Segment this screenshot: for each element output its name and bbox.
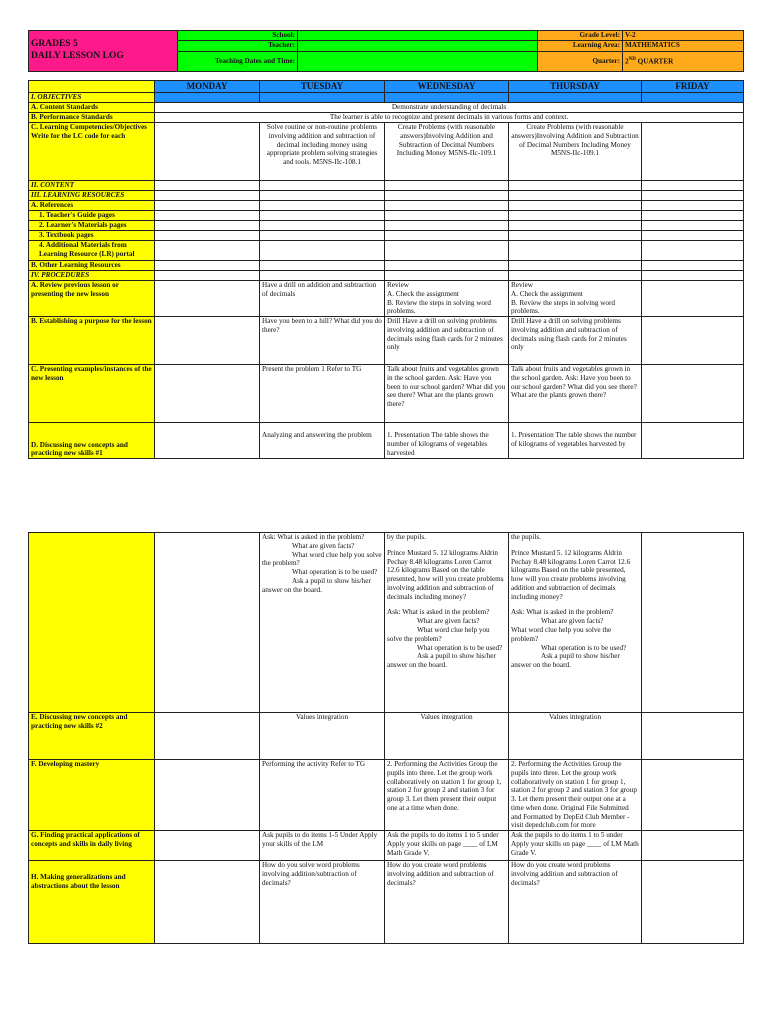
purpose-thursday: Drill Have a drill on solving problems involving addition and subtraction of decimals using flash cards for 2 minutes only [509,317,642,365]
values-wednesday: Values integration [385,713,509,760]
review-thursday: Review A. Check the assignment B. Review the steps in solving word problems. [509,280,642,316]
content-label: II. CONTENT [29,180,155,190]
mastery-tuesday: Performing the activity Refer to TG [260,760,385,831]
review-label: A. Review previous lesson or presenting the new lesson [29,280,155,316]
practical-label: G. Finding practical applications of concepts and skills in daily living [29,831,155,861]
discussing1-wednesday: 1. Presentation The table shows the number of kilograms of vegetables harvested [385,423,509,459]
values-tuesday: Values integration [260,713,385,760]
quarter-label: Quarter: [538,51,623,72]
grade-title-line2: DAILY LESSON LOG [31,51,124,61]
header-table [28,30,744,72]
mastery-wednesday: 2. Performing the Activities Group the pupils into three. Let the group work collaboratively on station 1 for group 1, station 2 for group 2 and station 3 for group 3. Let them present their output one at a time when done. [385,760,509,831]
grade-title [29,31,178,72]
learning-area-value: MATHEMATICS [623,41,744,51]
lesson-log-table-page1 [28,80,744,459]
textbook-label: 3. Textbook pages [29,230,155,240]
learning-resources-label: III. LEARNING RESOURCES [29,190,155,200]
teachers-guide-label: 1. Teacher's Guide pages [29,210,155,220]
quarter-value: 2ND QUARTER [623,51,744,72]
presenting-wednesday: Talk about fruits and vegetables grown in the school garden. Ask: Have you been to our school garden? What did you see there? What are the plants grown there? [385,365,509,423]
continuation-tuesday: Ask: What is asked in the problem? What are given facts? What word clue help you solve the problem? What operation is to be used? Ask a pupil to show his/her answer on the board. [260,533,385,713]
purpose-label: B. Establishing a purpose for the lesson [29,317,155,365]
school-label: School: [178,31,298,41]
discussing1-tuesday: Analyzing and answering the problem [260,423,385,459]
day-friday: FRIDAY [642,81,744,93]
purpose-wednesday: Drill Have a drill on solving problems involving addition and subtraction of decimals using flash cards for 2 minutes only [385,317,509,365]
teacher-label: Teacher: [178,41,298,51]
generalizations-label: H. Making generalizations and abstractions about the lesson [29,861,155,944]
generalizations-tuesday: How do you solve word problems involving addition/subtraction of decimals? [260,861,385,944]
day-tuesday: TUESDAY [260,81,385,93]
values-thursday: Values integration [509,713,642,760]
lc-tuesday: Solve routine or non-routine problems involving addition and subtraction of decimal including money using appropriate problem solving strategies and tools. M5NS-IIc-108.1 [260,122,385,180]
continuation-label-cell [29,533,155,713]
additional-materials-label: 4. Additional Materials from Learning Resource (LR) portal [29,240,155,260]
practical-wednesday: Ask the pupils to do items 1 to 5 under Apply your skills on page ____ of LM Math Grade V. [385,831,509,861]
procedures-label: IV. PROCEDURES [29,270,155,280]
content-standards-label: A. Content Standards [29,102,155,112]
learning-area-label: Learning Area: [538,41,623,51]
discussing2-label: E. Discussing new concepts and practicing new skills #2 [29,713,155,760]
teacher-field[interactable] [298,41,538,51]
other-resources-label: B. Other Learning Resources [29,260,155,270]
mastery-label: F. Developing mastery [29,760,155,831]
grade-title-line1: GRADES 5 [31,39,78,50]
practical-thursday: Ask the pupils to do items 1 to 5 under Apply your skills on page ____ of LM Math Grade V. [509,831,642,861]
generalizations-wednesday: How do you create word problems involving addition and subtraction of decimals? [385,861,509,944]
lc-wednesday: Create Problems (with reasonable answers)Involving Addition and Subtraction of Decimal Numbers Including Money M5NS-IIc-109.1 [385,122,509,180]
day-thursday: THURSDAY [509,81,642,93]
learners-materials-label: 2. Learner's Materials pages [29,220,155,230]
corner-cell [29,81,155,93]
content-standards-text: Demonstrate understanding of decimals [155,102,744,112]
generalizations-thursday: How do you create word problems involving addition and subtraction of decimals? [509,861,642,944]
lc-thursday: Create Problems (with reasonable answers)Involving Addition and Subtraction of Decimal Numbers Including Money M5NS-IIc-109.1 [509,122,642,180]
grade-level-label: Grade Level: [538,31,623,41]
presenting-label: C. Presenting examples/instances of the new lesson [29,365,155,423]
dates-label: Teaching Dates and Time: [178,51,298,72]
grade-level-value: V-2 [623,31,744,41]
purpose-tuesday: Have you been to a hill? What did you do there? [260,317,385,365]
presenting-tuesday: Present the problem 1 Refer to TG [260,365,385,423]
continuation-thursday: the pupils. Prince Mustard 5. 12 kilograms Aldrin Pechay 8.48 kilograms Loren Carrot 12.6 kilograms Based on the table presented, how will you create problems involving addition and subtraction of decimals including money? Ask: What is asked in the problem? What are given facts? What word clue help you solve the problem? What operation is to be used? Ask a pupil to show his/her answer on the board. [509,533,642,713]
lesson-log-table-page2 [28,532,744,944]
continuation-wednesday: by the pupils. Prince Mustard 5. 12 kilograms Aldrin Pechay 8.48 kilograms Loren Carrot 12.6 kilograms Based on the table presented, how will you create problems involving addition and subtraction of decimals including money? Ask: What is asked in the problem? What are given facts? What word clue help you solve the problem? What operation is to be used? Ask a pupil to show his/her answer on the board. [385,533,509,713]
performance-standards-text: The learner is able to recognize and present decimals in various forms and context. [155,112,744,122]
practical-tuesday: Ask pupils to do items 1-5 Under Apply your skills of the LM [260,831,385,861]
references-label: A. References [29,200,155,210]
school-field[interactable] [298,31,538,41]
mastery-thursday: 2. Performing the Activities Group the pupils into three. Let the group work collaboratively on station 1 for group 1, station 2 for group 2 and station 3 for group 3. Let them present their output one at a time when done. Original File Submitted and Formatted by DepEd Club Member - visit depedclub.com for more [509,760,642,831]
learning-competencies-label: C. Learning Competencies/Objectives Write for the LC code for each [29,122,155,180]
performance-standards-label: B. Performance Standards [29,112,155,122]
day-wednesday: WEDNESDAY [385,81,509,93]
objectives-label: I. OBJECTIVES [29,92,155,102]
day-monday: MONDAY [155,81,260,93]
review-tuesday: Have a drill on addition and subtraction of decimals [260,280,385,316]
discussing1-thursday: 1. Presentation The table shows the number of kilograms of vegetables harvested by [509,423,642,459]
discussing1-label: D. Discussing new concepts and practicing new skills #1 [29,423,155,459]
presenting-thursday: Talk about fruits and vegetables grown in the school garden. Ask: Have you been to our school garden? What did you see there? What are the plants grown there? [509,365,642,423]
review-wednesday: Review A. Check the assignment B. Review the steps in solving word problems. [385,280,509,316]
dates-field[interactable] [298,51,538,72]
